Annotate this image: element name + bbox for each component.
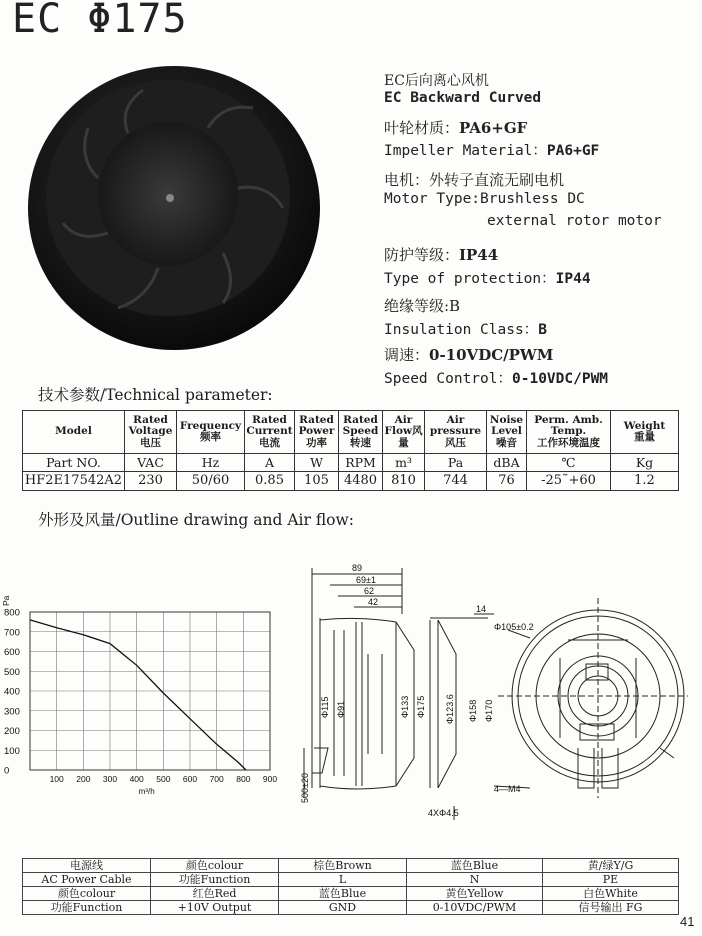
protection-en [384, 267, 591, 288]
speed-en-label: Speed Control： [384, 371, 512, 387]
insulation-en-value: B [538, 322, 547, 338]
dia-91: Φ91 [336, 700, 346, 718]
dia-158: Φ158 [468, 699, 478, 722]
tech-unit-row [23, 454, 679, 472]
insulation-en-label: Insulation Class： [384, 322, 539, 338]
dia-133: Φ133 [400, 695, 410, 718]
x-tick-label: 900 [262, 774, 278, 784]
tech-unit-cell: VAC [125, 454, 177, 472]
outline-heading: 外形及风量/Outline drawing and Air flow: [38, 511, 354, 529]
tech-parameter-heading: 技术参数/Technical parameter: [38, 386, 273, 404]
y-tick-label: 600 [4, 647, 20, 658]
x-tick-label: 200 [76, 774, 91, 784]
speed-cn-value: 0-10VDC/PWM [429, 346, 554, 364]
tech-header-cell [295, 411, 339, 454]
protection-cn-label: 防护等级： [384, 246, 460, 264]
cable-cell: N [407, 873, 543, 887]
cable-cell: 颜色colour [23, 887, 151, 901]
outline-drawing [298, 558, 688, 820]
cable-cell: 白色White [543, 887, 679, 901]
x-axis-label: m³/h [138, 787, 155, 796]
tech-header-line: pressure [429, 425, 482, 438]
y-tick-label: 700 [4, 627, 20, 639]
tech-value-cell: 4480 [339, 472, 383, 491]
tech-header-line: Rated [133, 414, 168, 427]
y-tick-label: 100 [4, 745, 20, 757]
tech-header-line: 转速 [350, 436, 371, 449]
dia-170: Φ170 [484, 699, 494, 722]
x-tick-label: 600 [182, 774, 198, 784]
cable-cell: 电源线 [23, 859, 151, 873]
cable-cell: 信号输出 FG [543, 901, 679, 915]
tech-unit-cell: Pa [425, 454, 487, 472]
table-row [23, 887, 679, 901]
x-tick-label: 400 [129, 774, 144, 784]
tech-value-row [23, 472, 679, 491]
tech-header-cell [383, 411, 425, 454]
tech-unit-cell: dBA [487, 454, 527, 472]
tech-header-line: Frequency [179, 419, 242, 432]
motor-type-cn: 电机：外转子直流无刷电机 [384, 171, 565, 189]
x-tick-label: 700 [209, 774, 224, 784]
cable-cell: 蓝色Blue [407, 859, 543, 873]
thread-size: 4—M4 [494, 784, 521, 794]
tech-unit-cell: Part NO. [23, 454, 125, 472]
dia-115: Φ115 [320, 696, 330, 718]
tech-header-line: Rated [343, 414, 378, 427]
tech-header-line: 工作环境温度 [537, 436, 600, 449]
tech-header-cell [339, 411, 383, 454]
tech-unit-cell: ℃ [527, 454, 611, 472]
tech-unit-cell: Hz [177, 454, 245, 472]
cable-cell: L [279, 873, 407, 887]
tech-header-line: 电压 [140, 436, 161, 449]
tech-header-line: 电流 [259, 436, 280, 449]
tech-header-line: Rated [299, 414, 334, 427]
dim-14: 14 [476, 604, 487, 614]
speed-cn-label: 调速： [384, 346, 430, 364]
tech-header-line: Flow风 [384, 425, 423, 438]
dia-hole: Φ105±0.2 [494, 622, 534, 632]
dim-42: 42 [368, 597, 379, 607]
speed-control-en [384, 367, 608, 388]
tech-unit-cell: Kg [611, 454, 679, 472]
tech-header-cell [487, 411, 527, 454]
tech-value-cell: 744 [425, 472, 487, 491]
tech-header-line: 重量 [634, 431, 655, 443]
dia-123-6: Φ123.6 [445, 694, 455, 724]
tech-unit-cell: A [245, 454, 295, 472]
x-tick-label: 100 [49, 774, 64, 784]
cable-cell: AC Power Cable [23, 873, 151, 887]
speed-control-cn [384, 344, 553, 365]
impeller-material-cn [384, 117, 527, 138]
speed-en-value: 0-10VDC/PWM [512, 371, 609, 387]
tech-header-line: Voltage [128, 425, 173, 438]
tech-unit-cell: m³ [383, 454, 425, 472]
tech-header-cell [245, 411, 295, 454]
fan-type-cn: EC后向离心风机 [384, 73, 489, 89]
table-row [23, 873, 679, 887]
dia-175: Φ175 [416, 695, 426, 718]
cable-cell: +10V Output [151, 901, 279, 915]
tech-header-row [23, 411, 679, 454]
tech-unit-cell: RPM [339, 454, 383, 472]
page-number: 41 [680, 914, 695, 929]
tech-header-line: 频率 [200, 431, 221, 443]
tech-value-cell: 230 [125, 472, 177, 491]
cable-cell: 0-10VDC/PWM [407, 901, 543, 915]
tech-header-line: Level [491, 425, 522, 438]
cable-cell: 棕色Brown [279, 859, 407, 873]
cable-cell: GND [279, 901, 407, 915]
impeller-cn-value: PA6+GF [459, 119, 528, 137]
tech-header-line: 功率 [306, 436, 327, 449]
tech-header-cell [23, 411, 125, 454]
x-tick-label: 500 [156, 774, 171, 784]
cable-cell: PE [543, 873, 679, 887]
tech-header-line: Weight [623, 419, 666, 432]
impeller-en-label: Impeller Material： [384, 143, 547, 159]
tech-header-cell [527, 411, 611, 454]
tech-header-cell [611, 411, 679, 454]
tech-header-line: Temp. [550, 425, 587, 438]
tech-header-line: Power [298, 425, 335, 438]
tech-parameter-table [22, 410, 679, 491]
cable-cell: 黄/绿Y/G [543, 859, 679, 873]
tech-value-cell: 0.85 [245, 472, 295, 491]
tech-header-cell [125, 411, 177, 454]
fan-photo [18, 58, 328, 368]
power-cable-table [22, 858, 679, 915]
motor-type-en-2: external rotor motor [487, 213, 662, 229]
y-tick-label: 200 [4, 726, 20, 737]
tech-header-line: 噪音 [496, 436, 517, 449]
cable-cell: 功能Function [151, 873, 279, 887]
cable-cell: 功能Function [23, 901, 151, 915]
tech-header-line: Perm. Amb. [534, 414, 603, 427]
page-title: EC Φ175 [12, 0, 188, 42]
tech-header-line: Noise [489, 414, 524, 427]
y-tick-label: 300 [4, 706, 20, 718]
motor-type-en-1: Motor Type:Brushless DC [384, 191, 585, 207]
protection-cn [384, 244, 498, 265]
dim-89: 89 [352, 563, 363, 573]
protection-cn-value: IP44 [459, 246, 499, 264]
x-tick-label: 800 [236, 774, 251, 784]
y-axis-label: Pa [1, 595, 11, 606]
tech-header-cell [177, 411, 245, 454]
tech-header-line: Current [246, 425, 293, 438]
tech-header-line: Model [55, 425, 92, 438]
y-tick-label: 500 [4, 666, 20, 678]
impeller-material-en [384, 139, 599, 160]
lead-length: 500±20 [300, 773, 310, 803]
tech-header-line: 风压 [445, 436, 466, 449]
tech-value-cell: HF2E17542A2 [23, 472, 125, 491]
cable-cell: 蓝色Blue [279, 887, 407, 901]
y-tick-label: 0 [4, 765, 10, 777]
cable-cell: 黄色Yellow [407, 887, 543, 901]
tech-header-line: Air [394, 414, 413, 427]
y-tick-label: 400 [4, 686, 20, 698]
cable-cell: 颜色colour [151, 859, 279, 873]
mount-holes: 4XΦ4.5 [428, 808, 459, 818]
table-row [23, 901, 679, 915]
tech-header-cell [425, 411, 487, 454]
fan-type-en: EC Backward Curved [384, 90, 542, 106]
insulation-en [384, 318, 547, 339]
x-tick-label: 300 [102, 774, 118, 784]
tech-header-line: Rated [252, 414, 287, 427]
tech-value-cell: 76 [487, 472, 527, 491]
impeller-cn-label: 叶轮材质： [384, 119, 460, 137]
impeller-en-value: PA6+GF [546, 143, 600, 159]
tech-value-cell: 1.2 [611, 472, 679, 491]
dim-69: 69±1 [356, 575, 376, 585]
insulation-cn: 绝缘等级:B [384, 297, 461, 315]
tech-value-cell: 810 [383, 472, 425, 491]
tech-unit-cell: W [295, 454, 339, 472]
protection-en-label: Type of protection： [384, 271, 556, 287]
tech-value-cell: -25˜+60 [527, 472, 611, 491]
dim-62: 62 [364, 586, 375, 596]
performance-chart [0, 582, 282, 797]
protection-en-value: IP44 [555, 271, 591, 287]
cable-cell: 红色Red [151, 887, 279, 901]
tech-value-cell: 105 [295, 472, 339, 491]
tech-header-line: 量 [398, 436, 409, 449]
tech-header-line: Air [446, 414, 465, 427]
table-row [23, 859, 679, 873]
tech-header-line: Speed [342, 425, 379, 438]
y-tick-label: 800 [4, 607, 20, 619]
performance-curve [30, 620, 246, 770]
tech-value-cell: 50/60 [177, 472, 245, 491]
